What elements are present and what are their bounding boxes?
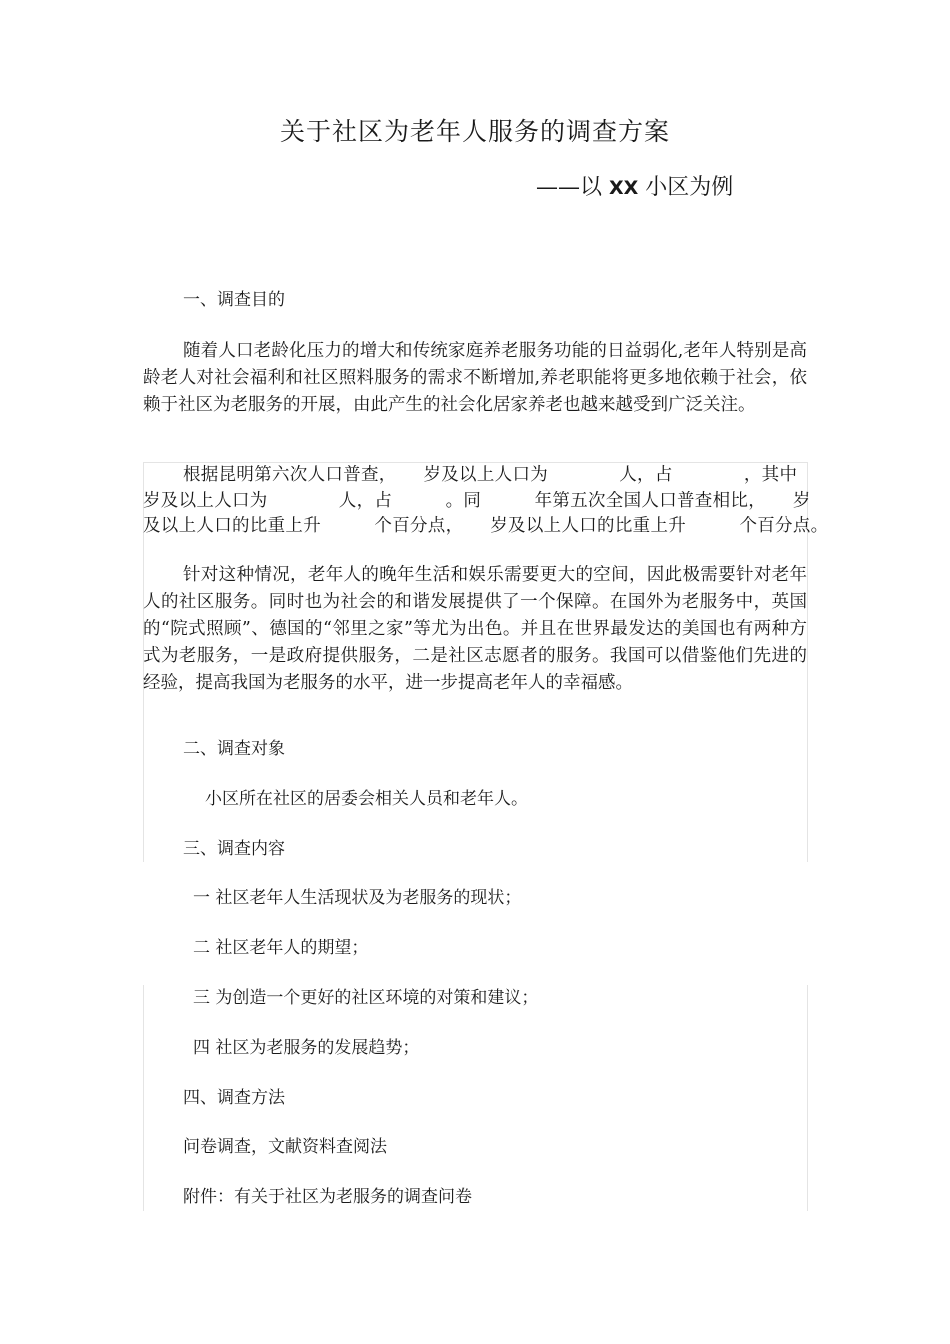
content-item-number: 三 bbox=[193, 988, 210, 1008]
page-subtitle bbox=[536, 170, 733, 201]
content-item bbox=[193, 885, 521, 911]
content-item-text: 为创造一个更好的社区环境的对策和建议； bbox=[215, 988, 539, 1008]
section-heading-content: 三、调查内容 bbox=[183, 839, 285, 859]
content-item-text: 社区为老服务的发展趋势； bbox=[215, 1038, 420, 1058]
content-item-number: 一 bbox=[193, 888, 210, 908]
section-heading-purpose: 一、调查目的 bbox=[183, 290, 285, 310]
subtitle-prefix: ——以 bbox=[536, 175, 609, 200]
content-item bbox=[193, 985, 538, 1011]
purpose-paragraph-2-line-2: 岁及以上人口为 人，占 。同 年第五次全国人口普查相比， 岁 bbox=[143, 491, 811, 511]
method-text: 问卷调查，文献资料查阅法 bbox=[183, 1137, 387, 1157]
content-item bbox=[193, 935, 368, 961]
frame-right-line-lower bbox=[807, 985, 808, 1211]
subtitle-bold: XX bbox=[609, 177, 639, 199]
content-item-number: 四 bbox=[193, 1038, 210, 1058]
purpose-paragraph-1: 随着人口老龄化压力的增大和传统家庭养老服务功能的日益弱化,老年人特别是高龄老人对社会福利和社区照料服务的需求不断增加,养老职能将更多地依赖于社会，依赖于社区为老服务的开展，由此产生的社会化居家养老也越来越受到广泛关注。 bbox=[143, 341, 807, 415]
purpose-paragraph-2-line-1: 根据昆明第六次人口普查， 岁及以上人口为 人，占 ，其中 bbox=[183, 465, 798, 485]
object-text: 小区所在社区的居委会相关人员和老年人。 bbox=[205, 789, 528, 809]
page-title: 关于社区为老年人服务的调查方案 bbox=[279, 117, 670, 146]
attachment-text: 附件：有关于社区为老服务的调查问卷 bbox=[183, 1187, 472, 1207]
content-item bbox=[193, 1035, 419, 1061]
content-item-text: 社区老年人生活现状及为老服务的现状； bbox=[215, 888, 522, 908]
content-item-text: 社区老年人的期望； bbox=[215, 938, 369, 958]
content-item-number: 二 bbox=[193, 938, 210, 958]
purpose-paragraph-3: 针对这种情况，老年人的晚年生活和娱乐需要更大的空间，因此极需要针对老年人的社区服务。同时也为社会的和谐发展提供了一个保障。在国外为老服务中，英国的“院式照顾”、德国的“邻里之家”等尤为出色。并且在世界最发达的美国也有两种方式为老服务，一是政府提供服务，二是社区志愿者的服务。我国可以借鉴他们先进的经验，提高我国为老服务的水平，进一步提高老年人的幸福感。 bbox=[143, 565, 807, 693]
purpose-paragraph-2-line-3: 及以上人口的比重上升 个百分点， 岁及以上人口的比重上升 个百分点。 bbox=[143, 516, 829, 536]
section-heading-method: 四、调查方法 bbox=[183, 1088, 285, 1108]
subtitle-suffix: 小区为例 bbox=[638, 175, 734, 200]
frame-left-line-lower bbox=[143, 985, 144, 1211]
section-heading-object: 二、调查对象 bbox=[183, 739, 285, 759]
